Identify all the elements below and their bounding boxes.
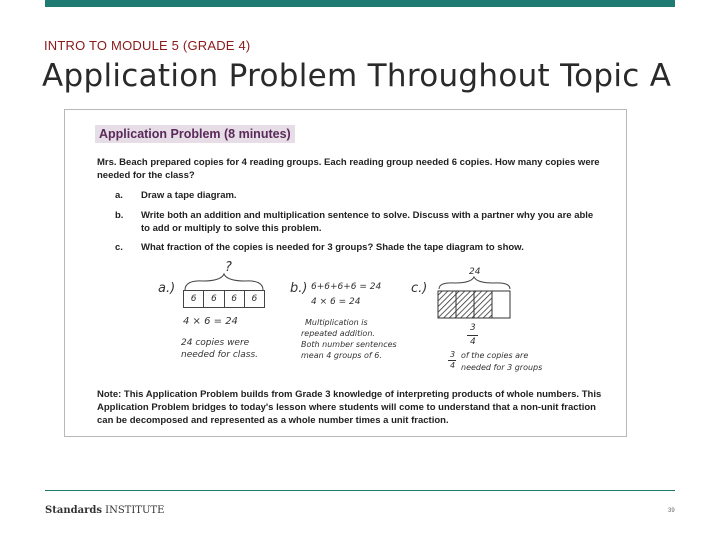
top-accent-bar — [45, 0, 675, 7]
footer-divider — [45, 490, 675, 491]
problem-item-a — [115, 189, 595, 203]
item-text: Draw a tape diagram. — [141, 190, 237, 201]
brace-icon — [437, 276, 513, 290]
work-c-fraction-numerator: 3 — [470, 323, 476, 333]
item-label: c. — [115, 242, 123, 253]
tape-cell: 6 — [251, 294, 258, 304]
brace-icon — [183, 272, 267, 292]
work-c-fraction-denominator: 4 — [470, 337, 476, 347]
standards-institute-logo — [45, 505, 164, 516]
application-problem-image — [64, 109, 627, 437]
tape-cell: 6 — [225, 291, 245, 307]
module-kicker: INTRO TO MODULE 5 (GRADE 4) — [44, 38, 251, 53]
work-b-equation-1: 6+6+6+6 = 24 — [311, 282, 382, 292]
work-c-answer-line1: of the copies are — [461, 351, 529, 360]
work-b-equation-2: 4 × 6 = 24 — [311, 297, 361, 307]
work-c-answer-line2: needed for 3 groups — [461, 363, 543, 372]
tape-diagram — [183, 290, 265, 308]
work-a-equation: 4 × 6 = 24 — [183, 316, 238, 327]
work-b-note-4: mean 4 groups of 6. — [301, 351, 382, 360]
fraction-bar — [467, 335, 478, 336]
problem-item-b — [115, 209, 595, 237]
work-c-answer-denominator: 4 — [450, 361, 456, 370]
item-text: What fraction of the copies is needed for 3 groups? Shade the tape diagram to show. — [141, 242, 524, 253]
shaded-tape-diagram — [437, 290, 513, 320]
work-c-total: 24 — [469, 267, 481, 277]
work-a-label: a.) — [158, 281, 176, 296]
logo-bold-text: Standards — [45, 505, 102, 516]
logo-rest-text: INSTITUTE — [101, 505, 165, 516]
work-c-label: c.) — [411, 281, 428, 296]
work-b-note-3: Both number sentences — [301, 340, 397, 349]
tape-cell: 6 — [204, 291, 224, 307]
work-a-answer-line1: 24 copies were — [181, 338, 250, 348]
page-number: 39 — [668, 508, 675, 514]
teacher-note: Note: This Application Problem builds from Grade 3 knowledge of interpreting products of whole numbers. This Application Problem bridges to today's lesson where students will come to understand that a non-unit fraction can be decomposed and represented as a whole number times a unit fraction. — [97, 389, 602, 426]
problem-statement: Mrs. Beach prepared copies for 4 reading groups. Each reading group needed 6 copies. How many copies were needed for the class? — [97, 157, 600, 181]
work-b-label: b.) — [290, 281, 308, 296]
work-a-question: ? — [225, 260, 232, 275]
problem-item-c — [115, 241, 595, 255]
work-a-answer-line2: needed for class. — [181, 350, 259, 360]
item-label: a. — [115, 190, 123, 201]
work-b-note-2: repeated addition. — [301, 329, 375, 338]
application-problem-heading: Application Problem (8 minutes) — [95, 125, 295, 143]
item-label: b. — [115, 210, 124, 221]
work-b-note-1: Multiplication is — [305, 318, 368, 327]
work-c-answer-numerator: 3 — [450, 350, 456, 359]
tape-cell: 6 — [184, 291, 204, 307]
page-title: Application Problem Throughout Topic A — [42, 58, 672, 94]
item-text: Write both an addition and multiplication sentence to solve. Discuss with a partner why you are able to add or multiply to solve this problem. — [141, 210, 594, 234]
